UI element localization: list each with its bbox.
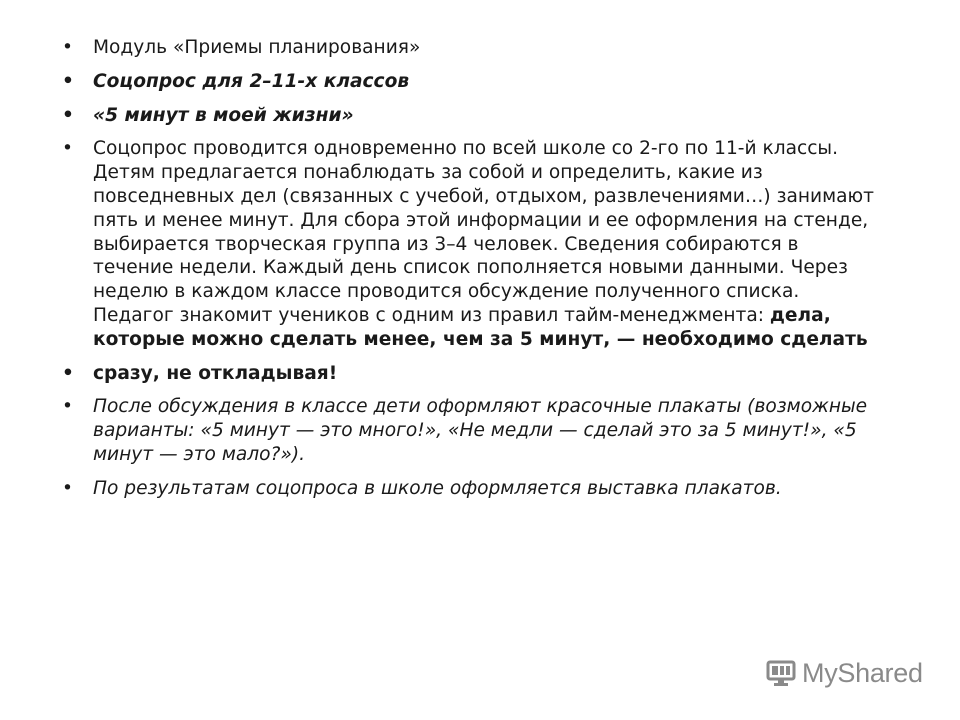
bullet-description — [62, 137, 882, 351]
description-text: Соцопрос проводится одновременно по всей школе со 2-го по 11-й классы. Детям предлагается понаблюдать за собой и определить, какие из повседневных дел (связанных с учебой, отдыхом, развлечениями…) занимают пять и менее минут. Для сбора этой информации и ее оформления на стенде, выбирается творческая группа из 3–4 человек. Сведения собираются в течение недели. Каждый день список пополняется новыми данными. Через неделю в каждом классе проводится обсуждение полученного списка. Педагог знакомит учеников с одним из правил тайм-менеджмента: — [93, 138, 875, 326]
module-title-text: Модуль «Приемы планирования» — [93, 37, 421, 58]
bullet-list — [62, 36, 882, 501]
bullet-immediately — [62, 362, 882, 386]
slide-content — [62, 36, 882, 511]
myshared-logo — [766, 658, 923, 688]
bullet-posters — [62, 395, 882, 466]
immediately-text: сразу, не откладывая! — [93, 362, 338, 384]
exhibition-text: По результатам соцопроса в школе оформляется выставка плакатов. — [93, 477, 782, 499]
logo-text: MyShared — [802, 657, 923, 688]
survey-name-text: «5 минут в моей жизни» — [93, 104, 354, 126]
bullet-module-title — [62, 36, 882, 60]
bullet-survey-title — [62, 70, 882, 94]
survey-title-text: Соцопрос для 2–11-х классов — [93, 70, 410, 92]
monitor-icon — [766, 659, 796, 687]
bullet-exhibition — [62, 477, 882, 501]
bullet-survey-name — [62, 104, 882, 128]
description-bold-rule: дела, которые можно сделать менее, чем за 5 минут, — необходимо сделать — [93, 304, 868, 350]
posters-text: После обсуждения в классе дети оформляют красочные плакаты (возможные варианты: «5 минут — это много!», «Не медли — сделай это за 5 минут!», «5 минут — это мало?»). — [93, 396, 868, 465]
